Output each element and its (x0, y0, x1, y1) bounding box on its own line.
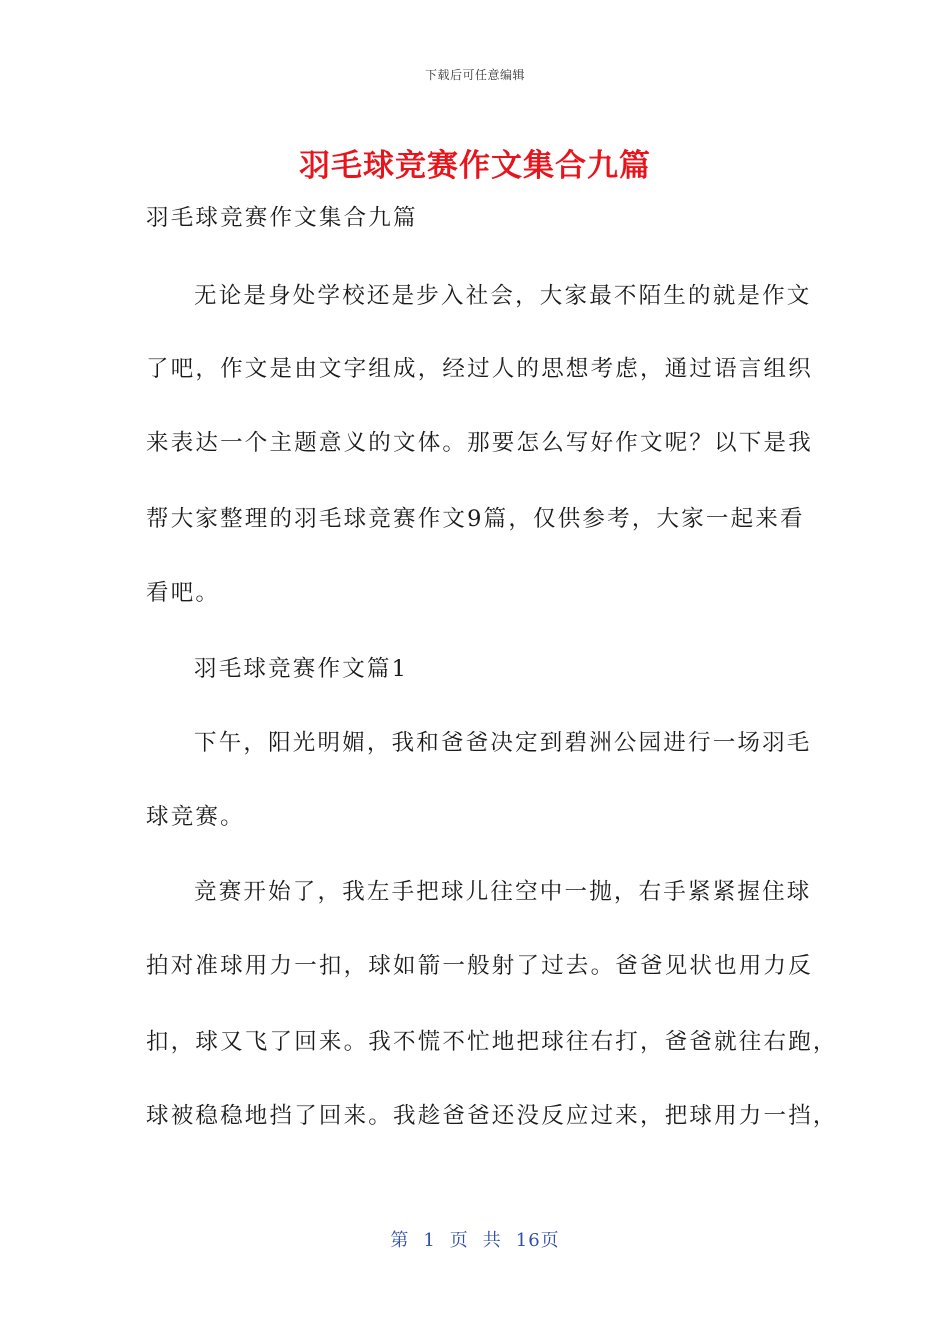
paragraph-line: 下午，阳光明媚，我和爸爸决定到碧洲公园进行一场羽毛 (194, 730, 812, 756)
paragraph-line: 帮大家整理的羽毛球竞赛作文9篇，仅供参考，大家一起来看 (146, 506, 805, 532)
paragraph-line: 竞赛开始了，我左手把球儿往空中一抛，右手紧紧握住球 (194, 879, 812, 905)
section-heading: 羽毛球竞赛作文篇1 (194, 656, 409, 682)
footer-total-word: 共 (482, 1230, 502, 1251)
paragraph-line: 拍对准球用力一扣，球如箭一般射了过去。爸爸见状也用力反 (146, 953, 813, 979)
paragraph-line: 看吧。 (146, 580, 221, 606)
paragraph-line: 球被稳稳地挡了回来。我趁爸爸还没反应过来，把球用力一挡， (146, 1103, 838, 1129)
footer-page-word: 页 (449, 1230, 469, 1251)
header-note: 下载后可任意编辑 (424, 68, 525, 82)
paragraph-line: 无论是身处学校还是步入社会，大家最不陌生的就是作文 (194, 283, 812, 309)
paragraph-line: 扣，球又飞了回来。我不慌不忙地把球往右打，爸爸就往右跑， (146, 1029, 838, 1055)
footer-prefix: 第 (390, 1230, 410, 1251)
page-footer (0, 1226, 950, 1252)
subtitle-line: 羽毛球竞赛作文集合九篇 (146, 205, 418, 231)
footer-total-pages: 16页 (515, 1230, 560, 1251)
paragraph-line: 了吧，作文是由文字组成，经过人的思想考虑，通过语言组织 (146, 356, 813, 382)
paragraph-line: 球竞赛。 (146, 804, 245, 830)
paragraph-line: 来表达一个主题意义的文体。那要怎么写好作文呢？以下是我 (146, 430, 813, 456)
footer-current-page: 1 (423, 1230, 436, 1251)
document-title: 羽毛球竞赛作文集合九篇 (299, 148, 651, 184)
